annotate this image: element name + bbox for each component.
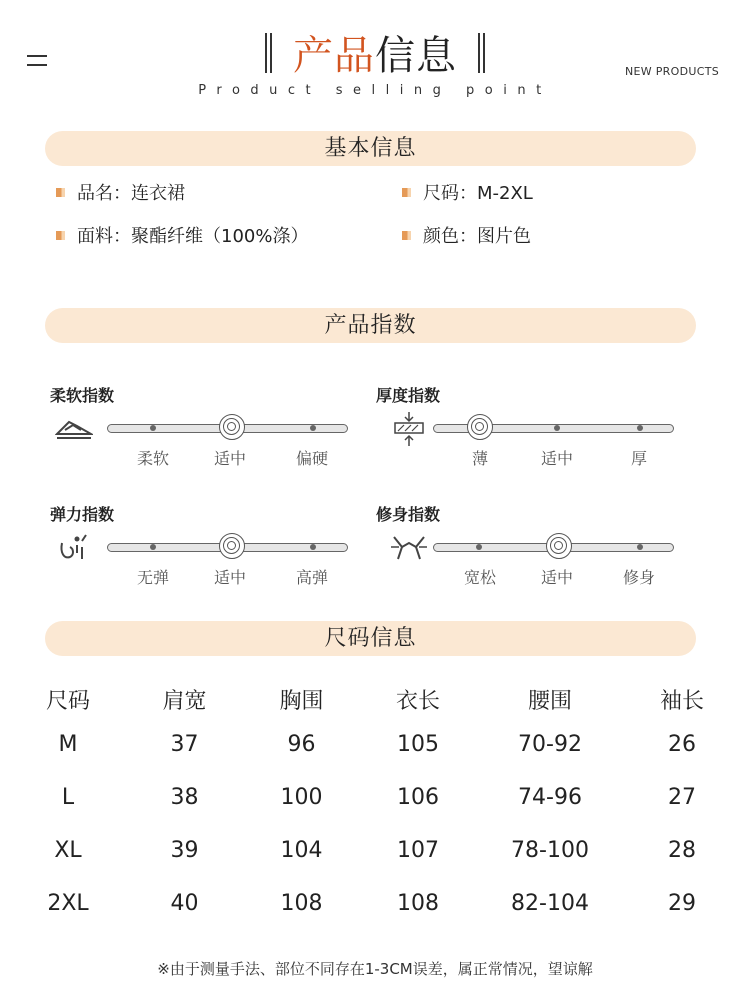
info-label: 尺码：M-2XL xyxy=(423,183,533,204)
table-row xyxy=(10,877,740,930)
column-header: 胸围 xyxy=(279,688,324,714)
thickness-dot xyxy=(637,425,643,431)
bullet-icon xyxy=(56,231,65,240)
table-cell: 27 xyxy=(668,785,696,810)
title-accent: 产品 xyxy=(293,33,375,79)
table-cell: 106 xyxy=(397,785,439,810)
info-label: 面料：聚酯纤维（100%涤） xyxy=(77,226,309,247)
index-title-fit: 修身指数 xyxy=(376,505,441,524)
thickness-knob[interactable] xyxy=(467,414,493,440)
bullet-icon xyxy=(402,188,411,197)
fit-icon xyxy=(390,533,428,563)
table-cell: 70-92 xyxy=(518,732,582,757)
info-item-color xyxy=(402,224,531,250)
new-products-badge: NEW PRODUCTS xyxy=(625,65,719,78)
table-cell: 78-100 xyxy=(511,838,589,863)
softness-tick: 偏硬 xyxy=(295,449,328,468)
softness-dot xyxy=(310,425,316,431)
index-title-softness: 柔软指数 xyxy=(50,386,115,405)
table-row xyxy=(10,824,740,877)
thickness-icon xyxy=(392,410,426,448)
table-cell: L xyxy=(61,785,75,810)
measurement-footnote: ※由于测量手法、部位不同存在1-3CM误差，属正常情况，望谅解 xyxy=(157,960,593,978)
column-header: 衣长 xyxy=(395,688,440,714)
page-subtitle: Product selling point xyxy=(198,83,552,98)
column-header: 肩宽 xyxy=(162,688,207,714)
index-title-elasticity: 弹力指数 xyxy=(50,505,115,524)
section-size-info: 尺码信息 xyxy=(45,621,696,656)
fit-dot xyxy=(637,544,643,550)
elasticity-dot xyxy=(150,544,156,550)
index-title-thickness: 厚度指数 xyxy=(376,386,441,405)
title-left-bars xyxy=(265,33,272,73)
section-basic-info: 基本信息 xyxy=(45,131,696,166)
bullet-icon xyxy=(56,188,65,197)
table-cell: M xyxy=(58,732,78,757)
fit-dot xyxy=(476,544,482,550)
column-header: 腰围 xyxy=(527,688,572,714)
elasticity-tick: 适中 xyxy=(213,568,246,587)
thickness-dot xyxy=(554,425,560,431)
table-cell: 108 xyxy=(397,891,439,916)
size-table-header xyxy=(10,680,740,718)
fit-tick: 宽松 xyxy=(463,568,496,587)
softness-icon xyxy=(55,414,93,442)
bullet-icon xyxy=(402,231,411,240)
table-cell: 38 xyxy=(170,785,199,810)
table-cell: 100 xyxy=(280,785,323,810)
table-cell: XL xyxy=(54,838,82,863)
title-rest: 信息 xyxy=(375,33,457,79)
table-cell: 104 xyxy=(280,838,323,863)
table-cell: 96 xyxy=(287,732,316,757)
info-label: 品名：连衣裙 xyxy=(77,183,185,204)
table-cell: 26 xyxy=(668,732,696,757)
section-product-index: 产品指数 xyxy=(45,308,696,343)
elasticity-dot xyxy=(310,544,316,550)
info-item-name xyxy=(56,181,185,207)
info-label: 颜色：图片色 xyxy=(423,226,531,247)
table-cell: 29 xyxy=(668,891,696,916)
softness-knob[interactable] xyxy=(219,414,245,440)
table-row xyxy=(10,771,740,824)
table-row xyxy=(10,718,740,771)
table-cell: 2XL xyxy=(47,891,89,916)
info-item-fabric xyxy=(56,224,308,250)
table-cell: 105 xyxy=(397,732,439,757)
column-header: 袖长 xyxy=(659,688,704,714)
fit-tick: 修身 xyxy=(622,568,655,587)
fit-tick: 适中 xyxy=(540,568,573,587)
title-right-bars xyxy=(478,33,485,73)
softness-tick: 适中 xyxy=(213,449,246,468)
table-cell: 108 xyxy=(280,891,323,916)
softness-tick: 柔软 xyxy=(136,449,169,468)
info-item-size xyxy=(402,181,533,207)
elasticity-tick: 高弹 xyxy=(295,568,328,587)
column-header: 尺码 xyxy=(45,688,90,714)
table-cell: 107 xyxy=(397,838,439,863)
table-cell: 40 xyxy=(170,891,199,916)
elasticity-tick: 无弹 xyxy=(136,568,169,587)
table-cell: 74-96 xyxy=(518,785,582,810)
elasticity-icon xyxy=(58,533,92,563)
size-table xyxy=(10,680,740,930)
table-cell: 28 xyxy=(668,838,696,863)
table-cell: 37 xyxy=(170,732,199,757)
thickness-tick: 薄 xyxy=(471,449,488,468)
softness-dot xyxy=(150,425,156,431)
elasticity-knob[interactable] xyxy=(219,533,245,559)
thickness-tick: 厚 xyxy=(630,449,647,468)
fit-knob[interactable] xyxy=(546,533,572,559)
table-cell: 82-104 xyxy=(511,891,589,916)
table-cell: 39 xyxy=(170,838,199,863)
thickness-tick: 适中 xyxy=(540,449,573,468)
